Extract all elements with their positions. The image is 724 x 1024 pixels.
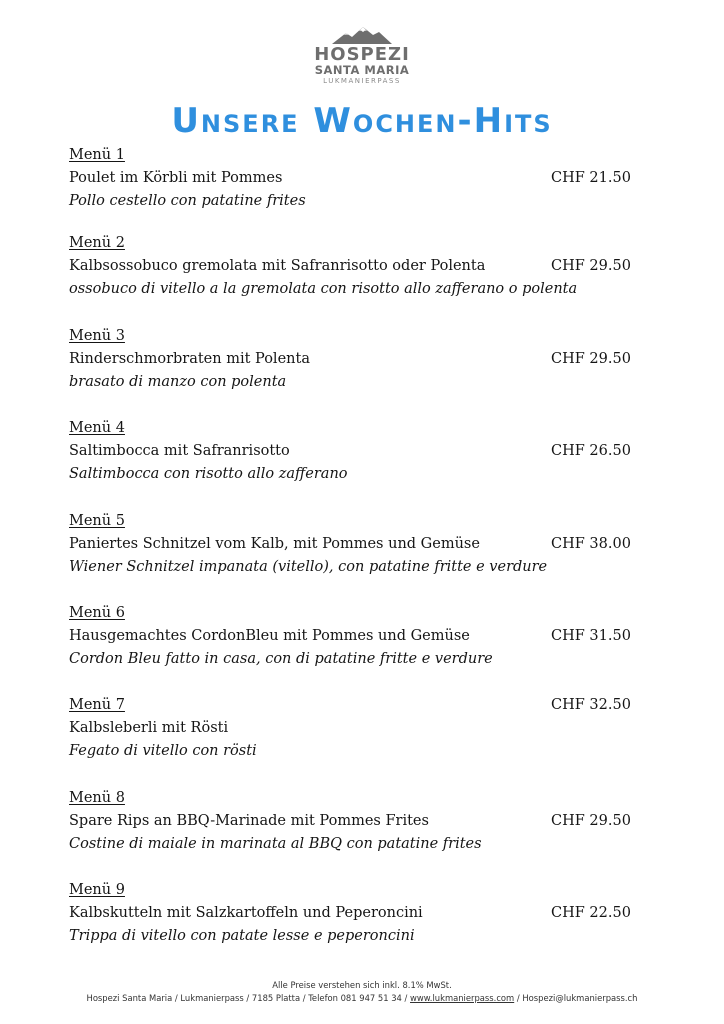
footer-vat-note: Alle Preise verstehen sich inkl. 8.1% MwSt. bbox=[272, 980, 452, 990]
menu-dish: Kalbskutteln mit Salzkartoffeln und Peperoncini bbox=[69, 905, 423, 921]
menu-dish: Rinderschmorbraten mit Polenta bbox=[69, 351, 310, 367]
menu-dish-italian: Fegato di vitello con rösti bbox=[69, 743, 257, 759]
menu-dish: Kalbsossobuco gremolata mit Safranrisotto oder Polenta bbox=[69, 258, 486, 274]
footer-address-text: Hospezi Santa Maria / Lukmanierpass / 7185 Platta / Telefon 081 947 51 34 / bbox=[86, 993, 411, 1003]
menu-dish-italian: Wiener Schnitzel impanata (vitello), con patatine fritte e verdure bbox=[69, 559, 548, 575]
menu-item-9 bbox=[69, 879, 644, 948]
menu-price: CHF 38.00 bbox=[551, 536, 631, 552]
menu-item-4 bbox=[69, 417, 644, 486]
menu-price: CHF 32.50 bbox=[551, 697, 631, 713]
menu-item-6 bbox=[69, 602, 644, 671]
menu-item-7 bbox=[69, 694, 644, 763]
menu-label: Menü 6 bbox=[69, 605, 125, 621]
menu-label: Menü 2 bbox=[69, 235, 125, 251]
menu-price: CHF 26.50 bbox=[551, 443, 631, 459]
menu-dish: Hausgemachtes CordonBleu mit Pommes und Gemüse bbox=[69, 628, 470, 644]
footer-email-text: / Hospezi@lukmanierpass.ch bbox=[514, 993, 638, 1003]
footer bbox=[0, 979, 724, 1005]
menu-label: Menü 9 bbox=[69, 882, 125, 898]
menu-label: Menü 1 bbox=[69, 147, 125, 163]
menu-dish-italian: Cordon Bleu fatto in casa, con di patatine fritte e verdure bbox=[69, 651, 493, 667]
menu-item-3 bbox=[69, 325, 644, 394]
logo bbox=[0, 27, 724, 86]
menu-dish-italian: ossobuco di vitello a la gremolata con risotto allo zafferano o polenta bbox=[69, 281, 578, 297]
menu-label: Menü 8 bbox=[69, 790, 125, 806]
mountain-logo-icon bbox=[332, 27, 392, 44]
menu-label: Menü 5 bbox=[69, 513, 125, 529]
menu-dish-italian: Trippa di vitello con patate lesse e peperoncini bbox=[69, 928, 415, 944]
menu-dish-italian: Pollo cestello con patatine frites bbox=[69, 193, 306, 209]
menu-item-5 bbox=[69, 510, 644, 579]
menu-dish-italian: Costine di maiale in marinata al BBQ con patatine frites bbox=[69, 836, 482, 852]
menu-price: CHF 31.50 bbox=[551, 628, 631, 644]
menu-item-1 bbox=[69, 144, 644, 213]
menu-item-8 bbox=[69, 787, 644, 856]
logo-tagline: LUKMANIERPASS bbox=[323, 77, 401, 85]
page-title: Unsere Wochen-Hits bbox=[171, 101, 553, 141]
menu-dish: Poulet im Körbli mit Pommes bbox=[69, 170, 283, 186]
logo-name: HOSPEZI bbox=[314, 44, 410, 65]
menu-item-2 bbox=[69, 232, 644, 301]
menu-label: Menü 7 bbox=[69, 697, 125, 713]
menu-price: CHF 29.50 bbox=[551, 813, 631, 829]
menu-dish: Saltimbocca mit Safranrisotto bbox=[69, 443, 290, 459]
footer-address bbox=[0, 992, 724, 1005]
menu-dish: Spare Rips an BBQ-Marinade mit Pommes Frites bbox=[69, 813, 429, 829]
logo-subtitle: SANTA MARIA bbox=[314, 63, 410, 77]
menu-price: CHF 29.50 bbox=[551, 351, 631, 367]
menu-price: CHF 21.50 bbox=[551, 170, 631, 186]
menu-price: CHF 22.50 bbox=[551, 905, 631, 921]
menu-dish-italian: brasato di manzo con polenta bbox=[69, 374, 287, 390]
menu-dish: Paniertes Schnitzel vom Kalb, mit Pommes und Gemüse bbox=[69, 536, 480, 552]
menu-label: Menü 3 bbox=[69, 328, 125, 344]
menu-dish: Kalbsleberli mit Rösti bbox=[69, 720, 229, 736]
menu-dish-italian: Saltimbocca con risotto allo zafferano bbox=[69, 466, 348, 482]
menu-label: Menü 4 bbox=[69, 420, 125, 436]
website-link[interactable]: www.lukmanierpass.com bbox=[410, 993, 515, 1003]
menu-price: CHF 29.50 bbox=[551, 258, 631, 274]
